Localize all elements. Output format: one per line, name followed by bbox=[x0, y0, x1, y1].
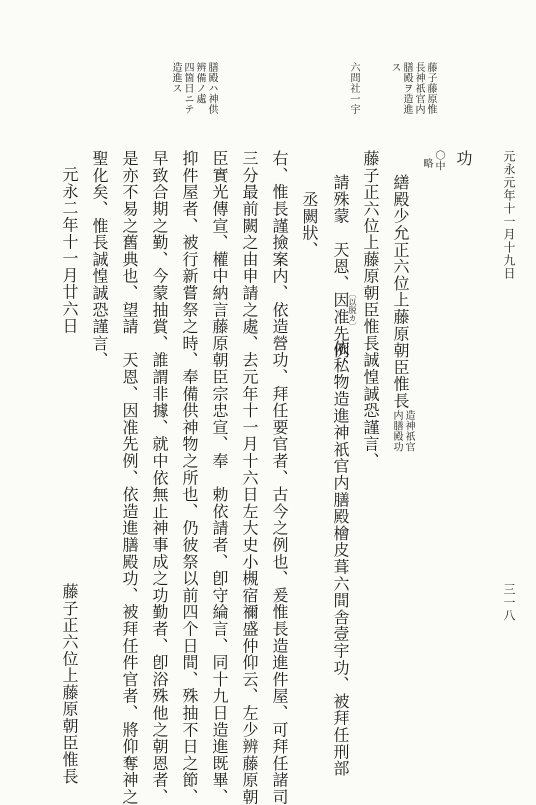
headnote-2: 長神祇官内 bbox=[413, 62, 424, 115]
headnote-4: ス bbox=[389, 62, 400, 73]
text-line-4: 繕殿少允正六位上藤原朝臣惟長 bbox=[391, 174, 410, 410]
omission-mark-2: 略 bbox=[421, 158, 432, 169]
headnote-1: 藤子藤原惟 bbox=[425, 62, 436, 115]
text-line-9: 三分最前闕之由申請之處、去元年十一月十六日左大史小槻宿禰盛仲仰云、左少辨藤原朝 bbox=[240, 150, 259, 805]
text-line-8: 右、惟長謹撿案内、依造營功、拜任要官者、古今之例也、爰惟長造進件屋、可拜任諸司 bbox=[270, 150, 289, 805]
text-line-6a: 請殊蒙 天恩、因准先例、 bbox=[331, 174, 350, 376]
page-number: 三一八 bbox=[502, 583, 516, 622]
text-line-7: 丞闕狀、 bbox=[300, 191, 319, 259]
text-line-12: 早致合期之勤、今蒙抽賞、誰謂非據、就中依無止神事成之功勤者、卽浴殊他之朝恩者、 bbox=[150, 150, 169, 805]
date-line: 元永二年十一月廿六日 bbox=[60, 166, 79, 334]
headnote-8: 四箇日ニテ bbox=[182, 62, 193, 115]
running-header-date: 元永元年十一月十九日 bbox=[502, 150, 516, 280]
text-line-11: 抑件屋者、被行新嘗祭之時、奉備供神物之所也、仍彼祭以前四个日間、殊抽不日之節、 bbox=[180, 150, 199, 805]
headnote-7: 辨備ノ處 bbox=[194, 62, 205, 104]
headnote-5: 六問社一宇 bbox=[348, 62, 359, 115]
headnote-9: 造進ス bbox=[170, 62, 181, 94]
text-line-6b: 依私物造進神祇官内膳殿檜皮葺六間舎壹宇功、被拜任刑部 bbox=[331, 340, 350, 777]
text-line-5: 藤子正六位上藤原朝臣惟長誠惶誠恐謹言、 bbox=[361, 150, 380, 470]
text-line-14: 聖化矣、惟長誠惶誠恐謹言、 bbox=[90, 150, 109, 369]
text-line-1: 功 bbox=[454, 150, 473, 167]
omission-mark: 〇中 bbox=[433, 150, 444, 171]
text-line-10: 臣實光傳宣、權中納言藤原朝臣宗忠宣、奉 勅依請者、卽守綸言、同十九日造進既畢、 bbox=[210, 150, 229, 805]
headnote-6: 膳殿ハ神供 bbox=[206, 62, 217, 115]
text-line-13: 是亦不易之舊典也、望請 天恩、因准先例、依造進膳殿功、被拜任件官者、將仰奪神之 bbox=[120, 150, 139, 805]
inline-note-2: 内膳殿功 bbox=[391, 410, 402, 452]
editorial-note: 〔以脱カ〕 bbox=[348, 290, 357, 330]
headnote-3: 膳殿ヲ造進 bbox=[401, 62, 412, 115]
inline-note-1: 造神祇官 bbox=[403, 410, 414, 452]
signature-line: 藤子正六位上藤原朝臣惟長 bbox=[60, 583, 79, 785]
